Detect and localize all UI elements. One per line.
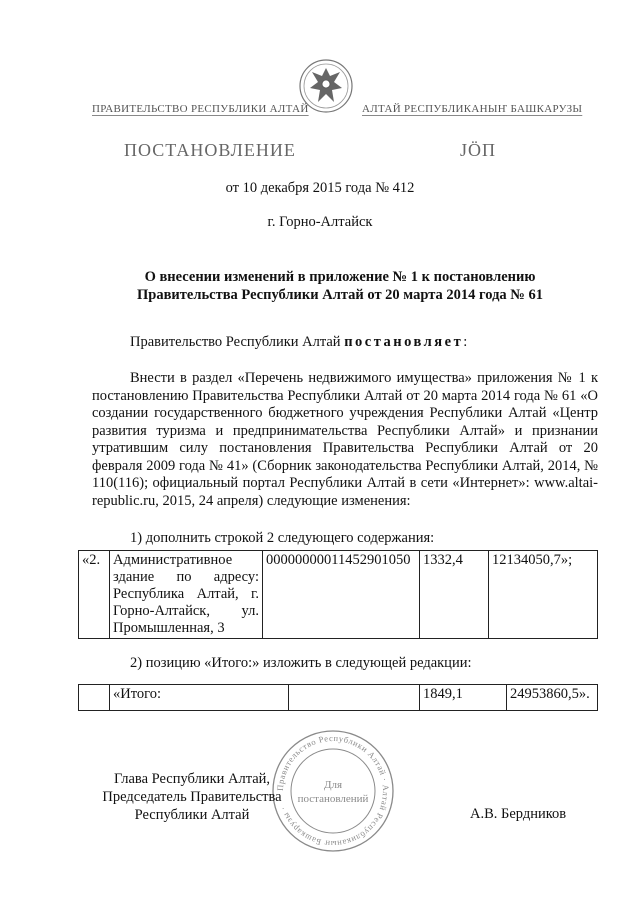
cell-label: «Итого:: [110, 685, 289, 711]
item-2: 2) позицию «Итого:» изложить в следующей редакции:: [130, 655, 472, 671]
gov-suffix: :: [463, 334, 468, 350]
document-title: [100, 268, 580, 304]
paragraph-text: Внести в раздел «Перечень недвижимого имущества» приложения № 1 к постановлению Правительства Республики Алтай от 20 марта 2014 года № 61 «О создании государственного бюджетного учреждения Республики Алтай «Центр развития туризма и предпринимательства Республики Алтай» и признании утратившим силу постановления Правительства Республики Алтай от 20 февраля 2009 года № 41» (Сборник законодательства Республики Алтай, 2014, № 110(116); официальный портал Республики Алтай в сети «Интернет»: www.altai-republic.ru, 2015, 24 апреля) следующие изменения:: [92, 370, 598, 509]
title-line-2: Правительства Республики Алтай от 20 марта 2014 года № 61: [137, 287, 543, 303]
total-table: [78, 684, 598, 711]
signatory-line-3: Республики Алтай: [134, 807, 250, 823]
signatory-name: А.В. Бердников: [470, 806, 567, 822]
stamp-inner-1: Для: [323, 779, 343, 791]
cell-address: Административное здание по адресу: Республика Алтай, г. Горно-Алтайск, ул. Промышленная, 3: [110, 551, 263, 639]
header-left-title: ПРАВИТЕЛЬСТВО РЕСПУБЛИКИ АЛТАЙ: [92, 103, 309, 115]
cell-value: 24953860,5».: [507, 685, 598, 711]
resolution-clause: [130, 334, 467, 351]
cell-num: [79, 685, 110, 711]
cell-num: «2.: [79, 551, 110, 639]
stamp-inner-2: постановлений: [297, 793, 369, 805]
signatory-line-2: Председатель Правительства: [102, 789, 282, 805]
table-row: [79, 551, 598, 639]
title-line-1: О внесении изменений в приложение № 1 к постановлению: [144, 269, 536, 285]
city-line: г. Горно-Алтайск: [267, 214, 373, 230]
doc-type-ru: ПОСТАНОВЛЕНИЕ: [124, 140, 296, 160]
item-1: 1) дополнить строкой 2 следующего содержания:: [130, 530, 435, 546]
cell-value: 12134050,7»;: [489, 551, 598, 639]
header-right-title: АЛТАЙ РЕСПУБЛИКАНЫҤ БАШКАРУЗЫ: [362, 103, 583, 115]
gov-verb: постановляет: [344, 334, 464, 350]
table-row: [79, 685, 598, 711]
addition-table: [78, 550, 598, 639]
main-paragraph: [92, 370, 598, 510]
signatory-block: [92, 770, 292, 824]
cell-area: 1849,1: [420, 685, 507, 711]
cell-code: 00000000011452901050: [263, 551, 420, 639]
svg-text:Правительство Республики Алтай: Правительство Республики Алтай · Алтай Республиканыҥ Башкарузы ·: [274, 732, 392, 850]
gov-prefix: Правительство Республики Алтай: [130, 334, 345, 350]
doc-type-alt: JÖП: [460, 140, 497, 160]
date-line: от 10 декабря 2015 года № 412: [225, 180, 415, 196]
cell-area: 1332,4: [420, 551, 489, 639]
cell-code: [289, 685, 420, 711]
signatory-line-1: Глава Республики Алтай,: [113, 771, 271, 787]
